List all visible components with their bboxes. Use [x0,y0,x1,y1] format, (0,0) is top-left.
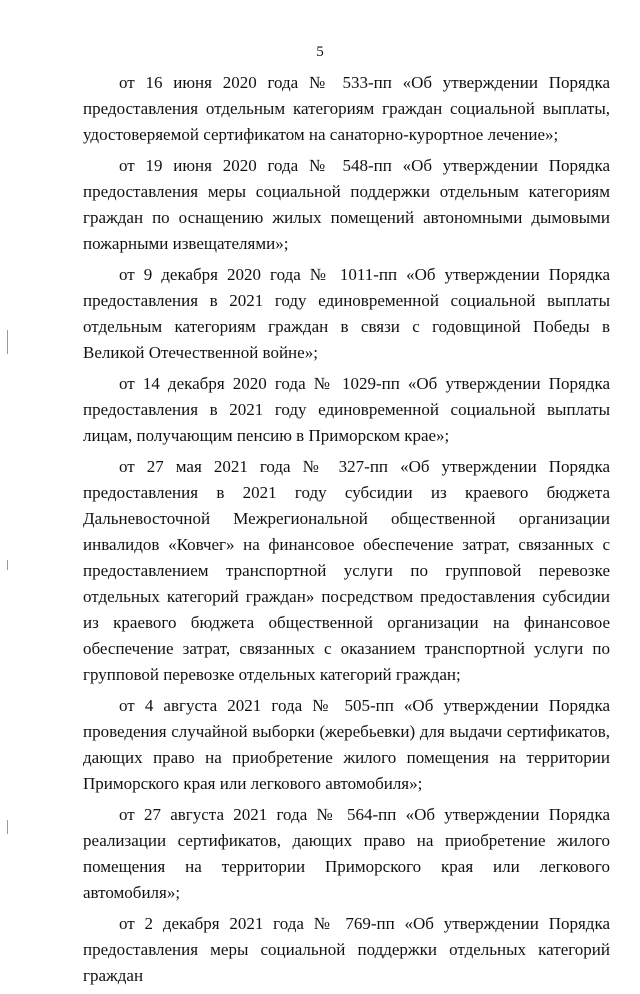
document-body [83,70,610,994]
margin-scan-mark [7,820,8,834]
paragraph-resolution-505: от 4 августа 2021 года № 505-пп «Об утверждении Порядка проведения случайной выборки (жеребьевки) для выдачи сертификатов, дающих право на приобретение жилого помещения на территории Приморского края или легкового автомобиля»; [83,696,610,793]
paragraph-resolution-548: от 19 июня 2020 года № 548-пп «Об утверждении Порядка предоставления меры социальной поддержки отдельным категориям граждан по оснащению жилых помещений автономными дымовыми пожарными извещателями»; [83,156,610,253]
paragraph-resolution-769: от 2 декабря 2021 года № 769-пп «Об утверждении Порядка предоставления меры социальной поддержки отдельных категорий граждан [83,914,610,985]
paragraph-resolution-1011: от 9 декабря 2020 года № 1011-пп «Об утверждении Порядка предоставления в 2021 году единовременной социальной выплаты отдельным категориям граждан в связи с годовщиной Победы в Великой Отечественной войне»; [83,265,610,362]
page-number: 5 [316,44,324,60]
paragraph-resolution-533: от 16 июня 2020 года № 533-пп «Об утверждении Порядка предоставления отдельным категориям граждан социальной выплаты, удостоверяемой сертификатом на санаторно-курортное лечение»; [83,73,610,144]
paragraph-resolution-564: от 27 августа 2021 года № 564-пп «Об утверждении Порядка реализации сертификатов, дающих право на приобретение жилого помещения на территории Приморского края или легкового автомобиля»; [83,805,610,902]
paragraph-resolution-327: от 27 мая 2021 года № 327-пп «Об утверждении Порядка предоставления в 2021 году субсидии из краевого бюджета Дальневосточной Межрегиональной общественной организации инвалидов «Ковчег» на финансовое обеспечение затрат, связанных с предоставлением транспортной услуги по групповой перевозке отдельных категорий граждан» посредством предоставления субсидии из краевого бюджета общественной организации на финансовое обеспечение затрат, связанных с оказанием транспортной услуги по групповой перевозке отдельных категорий граждан; [83,457,610,684]
margin-scan-mark [7,330,8,354]
margin-scan-mark [7,560,8,570]
paragraph-resolution-1029: от 14 декабря 2020 года № 1029-пп «Об утверждении Порядка предоставления в 2021 году единовременной социальной выплаты лицам, получающим пенсию в Приморском крае»; [83,374,610,445]
